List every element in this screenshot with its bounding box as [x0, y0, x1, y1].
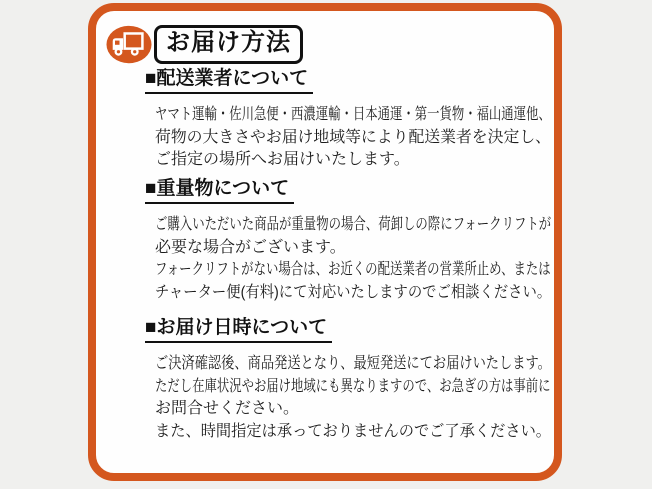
body-line: フォークリフトがない場合は、お近くの配送業者の営業所止め、または: [155, 261, 551, 278]
body-line: 荷物の大きさやお届け地域等により配送業者を決定し、: [155, 128, 552, 146]
body-line: お問合せください。: [155, 400, 300, 417]
section-heading: ■お届け日時について: [145, 317, 332, 343]
section-heading: ■重量物について: [145, 178, 294, 204]
page-title: お届け方法: [154, 25, 303, 63]
truck-icon: [106, 25, 152, 64]
body-line: ご決済確認後、商品発送となり、最短発送にてお届けいたします。: [155, 355, 551, 372]
body-line: ご指定の場所へお届けいたします。: [155, 151, 410, 168]
body-line: 必要な場合がございます。: [155, 238, 346, 256]
section-shipping-carriers: [145, 68, 555, 172]
body-line: ヤマト運輸・佐川急便・西濃運輸・日本通運・第一貨物・福山通運他、: [155, 106, 551, 123]
section-heading: ■配送業者について: [145, 68, 313, 94]
body-line: ご購入いただいた商品が重量物の場合、荷卸しの際にフォークリフトが: [155, 216, 552, 233]
section-body: [155, 353, 551, 443]
delivery-info-frame: [88, 3, 562, 481]
body-line: チャーター便(有料)にて対応いたしますのでご相談ください。: [155, 283, 552, 301]
section-body: [155, 104, 551, 172]
header-row: [106, 25, 303, 64]
section-delivery-datetime: [145, 317, 555, 443]
body-line: また、時間指定は承っておりませんのでご了承ください。: [155, 422, 552, 440]
section-body: [155, 214, 551, 304]
body-line: ただし在庫状況やお届け地域にも異なりますので、お急ぎの方は事前に: [155, 377, 551, 395]
section-heavy-items: [145, 178, 555, 304]
